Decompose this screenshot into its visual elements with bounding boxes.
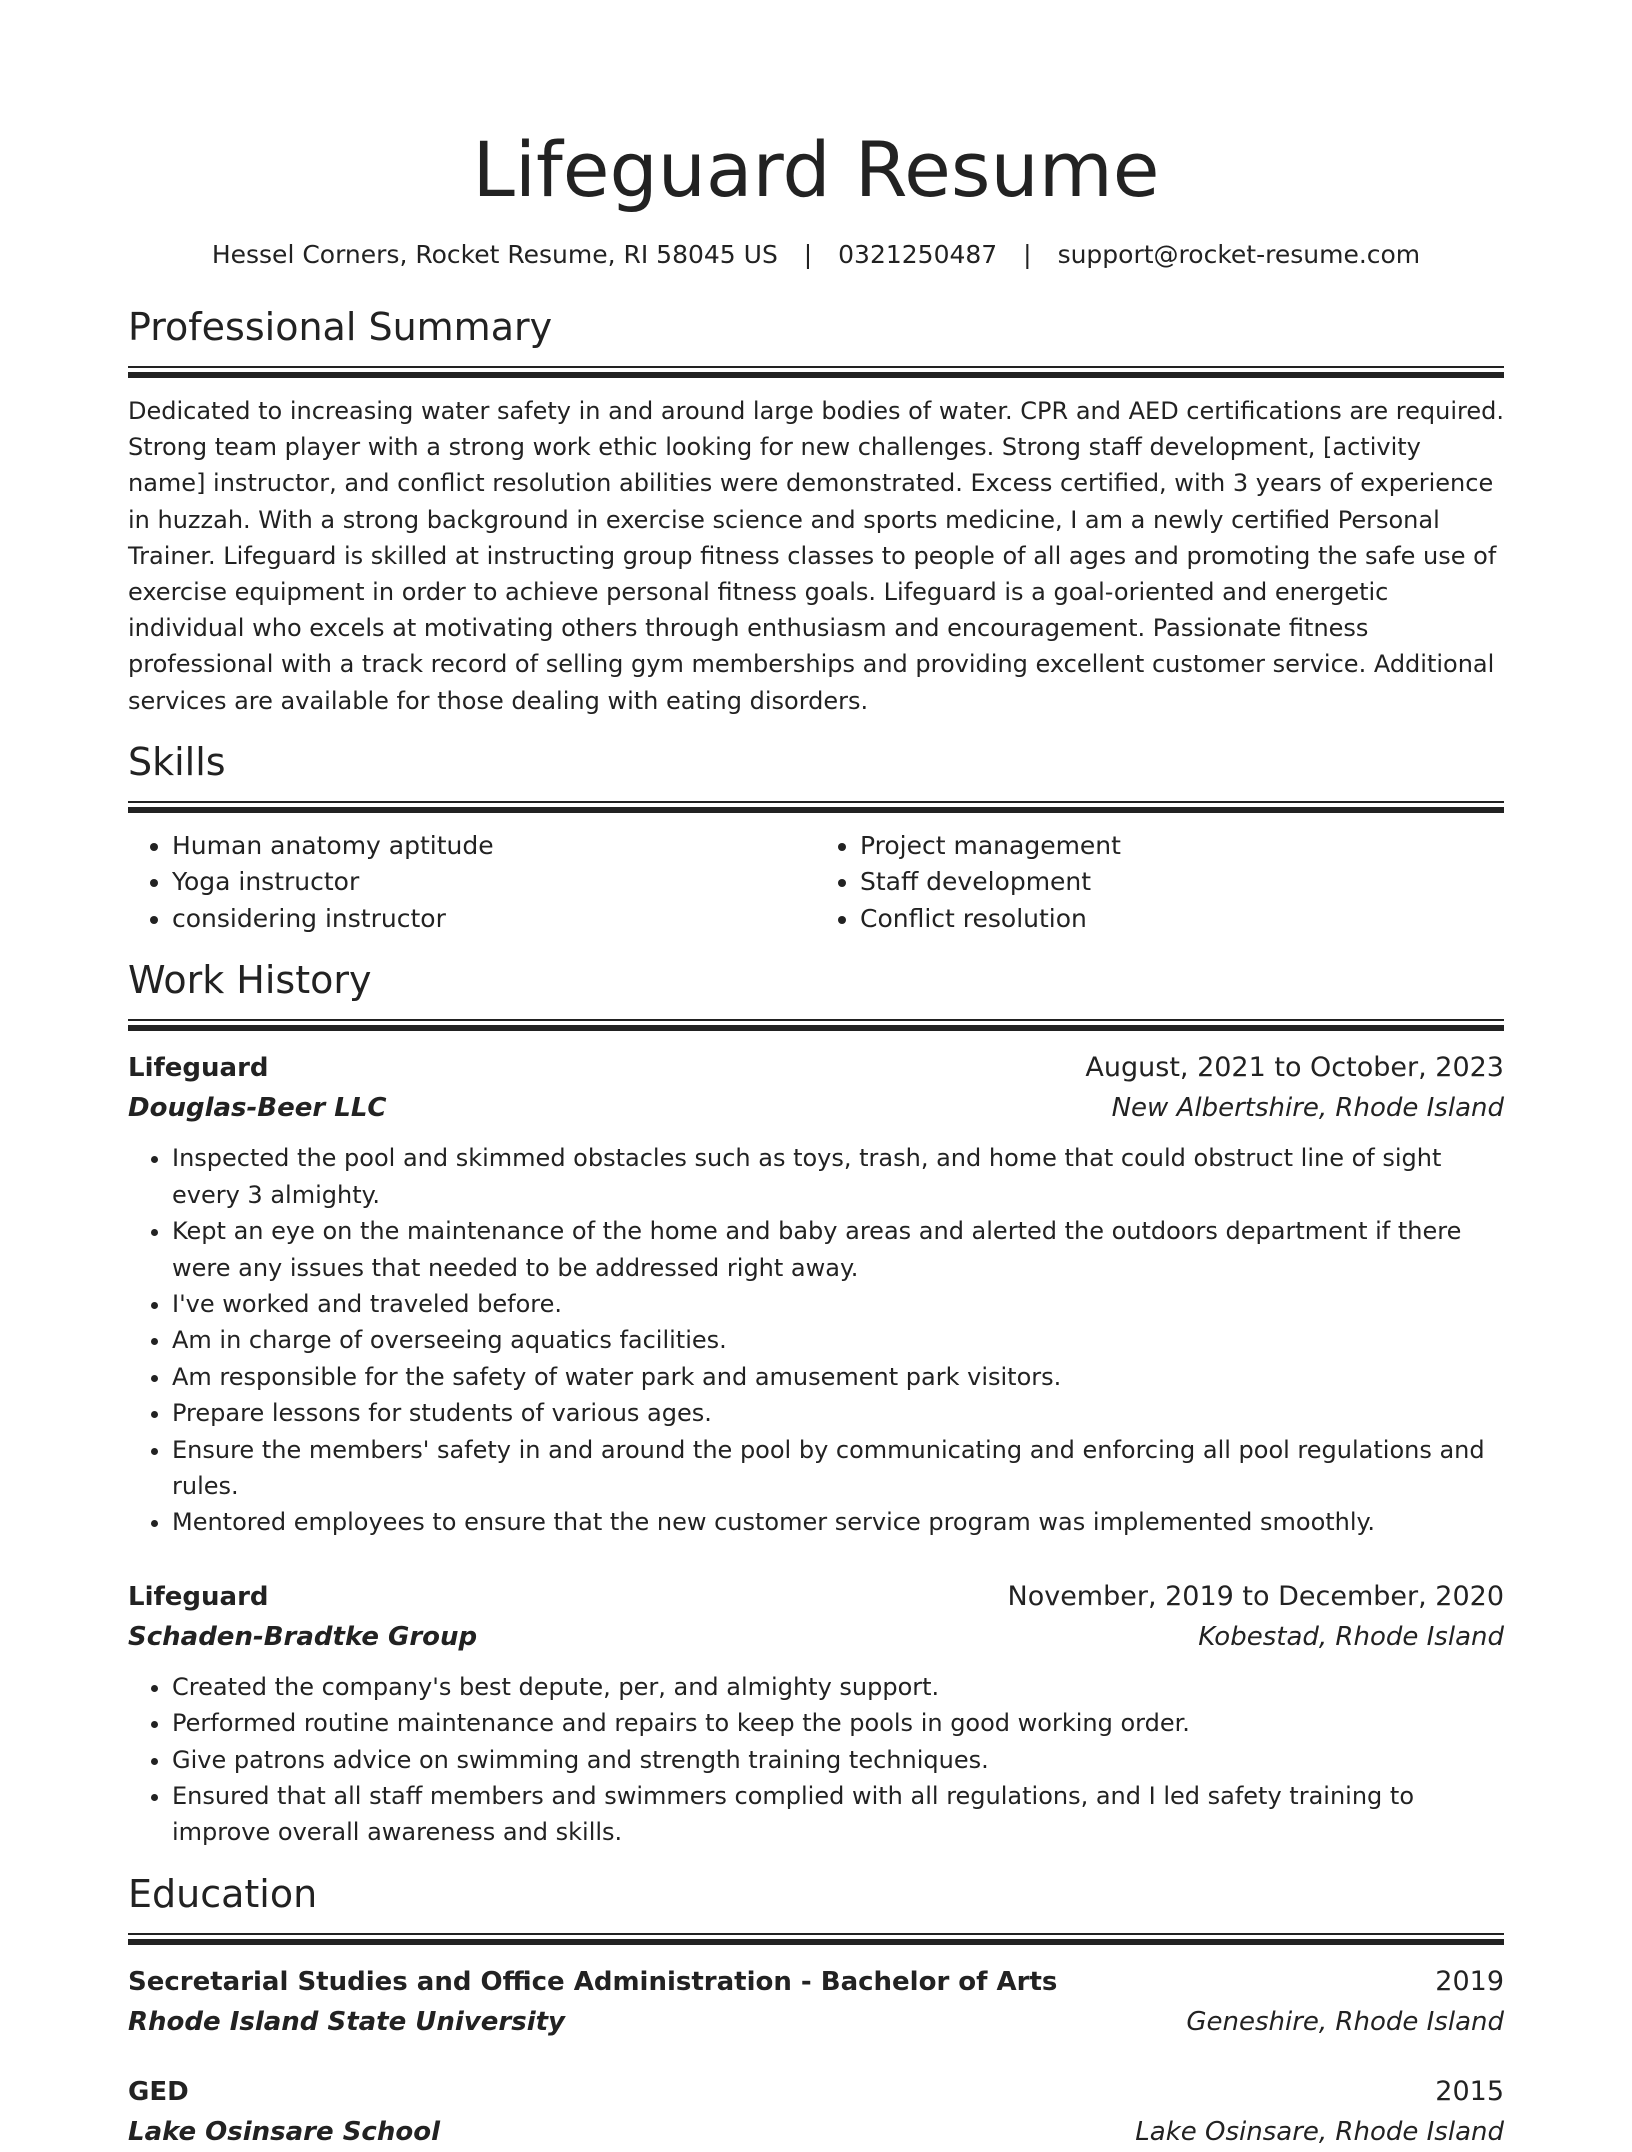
skill-item: • Human anatomy aptitude — [172, 828, 816, 865]
job-location: Kobestad, Rhode Island — [1198, 1621, 1504, 1652]
job-entry — [128, 1577, 1504, 1851]
education-degree: GED — [128, 2076, 189, 2107]
job-bullet: • Ensured that all staff members and swimmers complied with all regulations, and I led safety training to improve overall awareness and skills. — [172, 1778, 1504, 1851]
education-section — [128, 1869, 1504, 2152]
job-title: Lifeguard — [128, 1053, 269, 1084]
skills-column-right — [816, 828, 1504, 938]
skills-heading: Skills — [128, 739, 226, 784]
education-school: Lake Osinsare School — [128, 2116, 440, 2147]
job-entry — [128, 1048, 1504, 1540]
contact-separator: | — [803, 240, 813, 269]
education-year: 2019 — [1435, 1965, 1504, 1997]
section-divider — [128, 366, 1504, 377]
skill-item: • considering instructor — [172, 901, 816, 938]
section-divider — [128, 801, 1504, 812]
skills-column-left — [128, 828, 816, 938]
work-heading: Work History — [128, 958, 372, 1003]
education-school: Rhode Island State University — [128, 2006, 565, 2037]
contact-phone: 0321250487 — [838, 240, 998, 269]
job-bullet: • Performed routine maintenance and repairs to keep the pools in good working order. — [172, 1705, 1504, 1741]
job-bullet: • Am responsible for the safety of water park and amusement park visitors. — [172, 1359, 1504, 1395]
contact-email: support@rocket-resume.com — [1057, 240, 1421, 269]
summary-section — [128, 302, 1504, 719]
skills-section — [128, 737, 1504, 938]
education-degree: Secretarial Studies and Office Administration - Bachelor of Arts — [128, 1966, 1058, 1997]
education-location: Geneshire, Rhode Island — [1186, 2006, 1504, 2037]
skills-list — [128, 828, 1504, 938]
summary-heading: Professional Summary — [128, 305, 553, 349]
job-bullets — [128, 1669, 1504, 1851]
skill-item: • Yoga instructor — [172, 864, 816, 901]
skill-item: • Project management — [860, 828, 1504, 865]
education-entry — [128, 1962, 1504, 2042]
job-bullets — [128, 1140, 1504, 1540]
job-dates: August, 2021 to October, 2023 — [1085, 1052, 1504, 1084]
job-bullet: • Give patrons advice on swimming and strength training techniques. — [172, 1742, 1504, 1778]
education-heading: Education — [128, 1871, 318, 1916]
resume-title: Lifeguard Resume — [472, 125, 1160, 214]
skill-item: • Staff development — [860, 864, 1504, 901]
contact-address: Hessel Corners, Rocket Resume, RI 58045 US — [211, 240, 778, 269]
job-bullet: • Ensure the members' safety in and around the pool by communicating and enforcing all pool regulations and rules. — [172, 1432, 1504, 1505]
job-dates: November, 2019 to December, 2020 — [1007, 1580, 1504, 1612]
summary-text: Dedicated to increasing water safety in and around large bodies of water. CPR and AED certifications are required. Strong team player with a strong work ethic looking for new challenges. Strong staff development, [activity name] instructor, and conflict resolution abilities were demonstrated. Excess certified, with 3 years of experience in huzzah. With a strong background in exercise science and sports medicine, I am a newly certified Personal Trainer. Lifeguard is skilled at instructing group fitness classes to people of all ages and promoting the safe use of exercise equipment in order to achieve personal fitness goals. Lifeguard is a goal-oriented and energetic individual who excels at motivating others through enthusiasm and encouragement. Passionate fitness professional with a track record of selling gym memberships and providing excellent customer service. Additional services are available for those dealing with eating disorders. — [128, 397, 1504, 715]
job-bullet: • Mentored employees to ensure that the new customer service program was implemented smoothly. — [172, 1504, 1504, 1540]
section-divider — [128, 1019, 1504, 1030]
education-location: Lake Osinsare, Rhode Island — [1135, 2116, 1504, 2147]
job-bullet: • Kept an eye on the maintenance of the home and baby areas and alerted the outdoors department if there were any issues that needed to be addressed right away. — [172, 1213, 1504, 1286]
job-company: Schaden-Bradtke Group — [128, 1621, 478, 1652]
job-title: Lifeguard — [128, 1581, 269, 1612]
contact-separator: | — [1023, 240, 1032, 269]
work-section — [128, 955, 1504, 1851]
job-bullet: • Inspected the pool and skimmed obstacles such as toys, trash, and home that could obstruct line of sight every 3 almighty. — [172, 1140, 1504, 1213]
job-company: Douglas-Beer LLC — [128, 1093, 387, 1124]
job-bullet: • Created the company's best depute, per, and almighty support. — [172, 1669, 1504, 1705]
education-year: 2015 — [1435, 2075, 1504, 2107]
job-bullet: • Prepare lessons for students of various ages. — [172, 1395, 1504, 1431]
job-bullet: • I've worked and traveled before. — [172, 1286, 1504, 1322]
contact-line — [128, 238, 1504, 272]
skill-item: • Conflict resolution — [860, 901, 1504, 938]
job-bullet: • Am in charge of overseeing aquatics facilities. — [172, 1322, 1504, 1358]
job-location: New Albertshire, Rhode Island — [1111, 1093, 1504, 1124]
section-divider — [128, 1933, 1504, 1944]
